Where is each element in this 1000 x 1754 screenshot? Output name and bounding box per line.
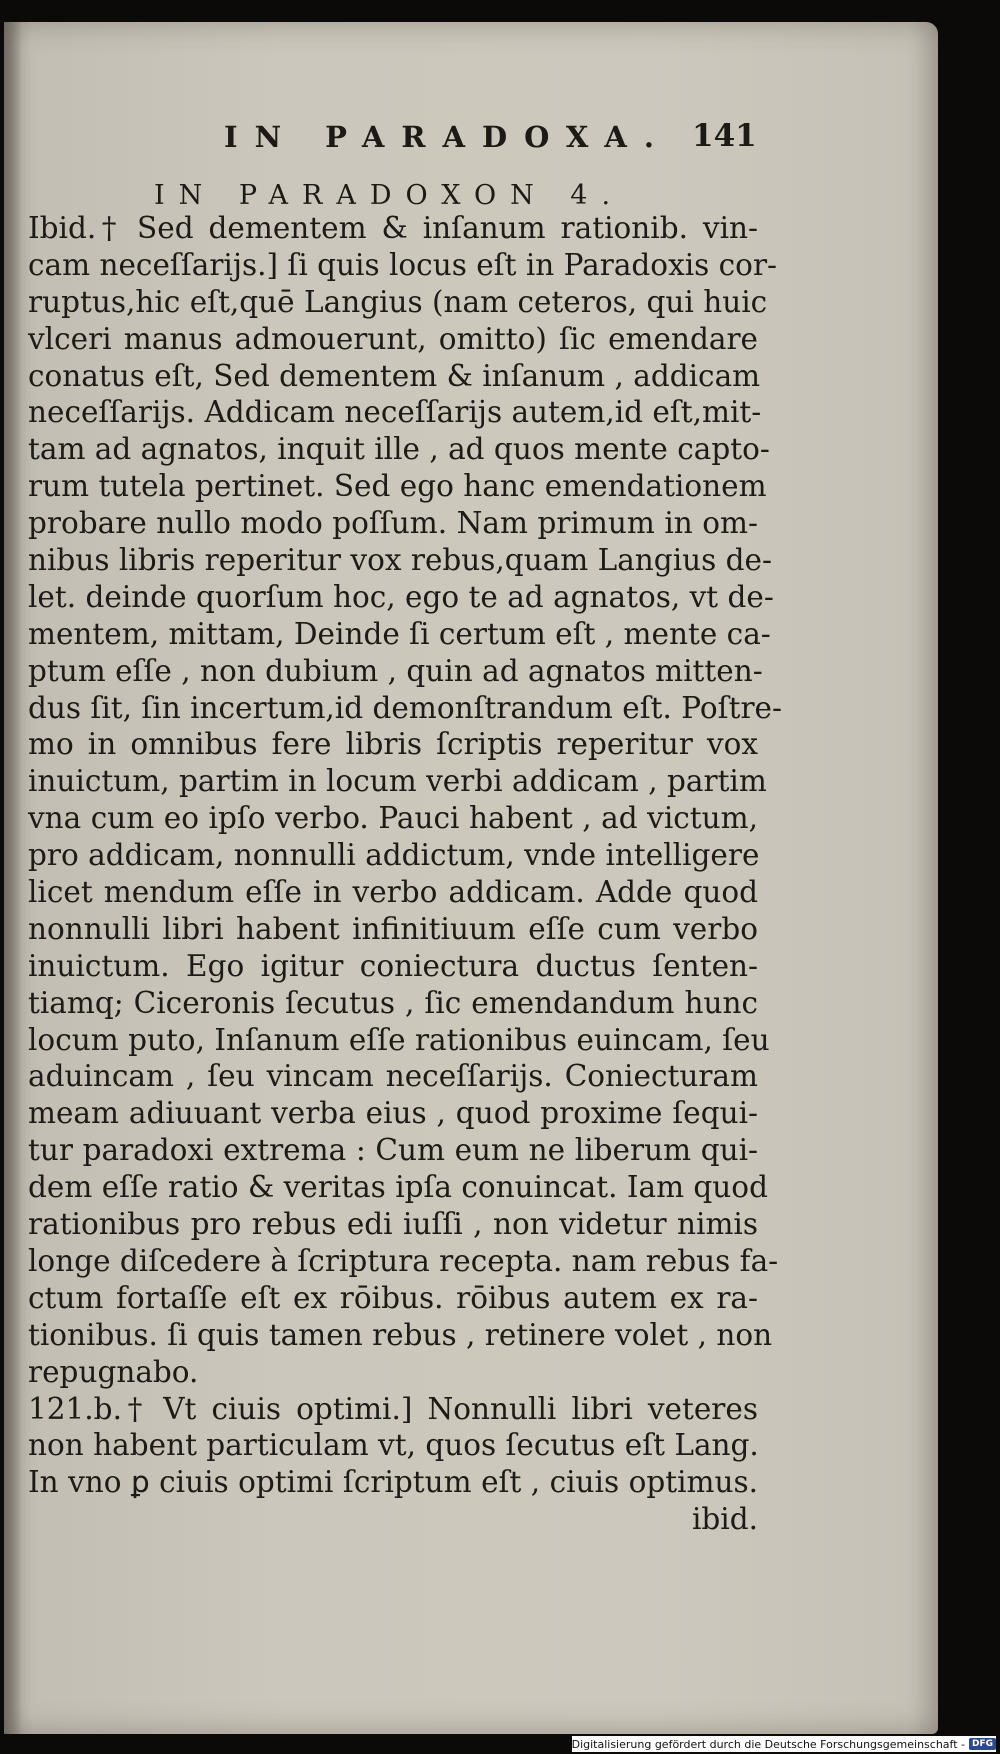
text-line: aduincam , ſeu vincam neceſſarijs. Coniecturam: [28, 1059, 758, 1094]
text-line: repugnabo.: [28, 1354, 199, 1389]
text-line: probare nullo modo poſſum. Nam primum in om-: [28, 506, 758, 541]
section-title: IN PARADOXON 4.: [154, 180, 625, 211]
text-line: let. deinde quorſum hoc, ego te ad agnatos, vt de-: [28, 579, 774, 614]
text-line: mentem, mittam, Deinde ſi certum eſt , mente ca-: [28, 616, 771, 651]
text-line: longe diſcedere à ſcriptura recepta. nam rebus fa-: [28, 1243, 779, 1278]
text-line: conatus eſt, Sed dementem & inſanum , addicam: [28, 358, 761, 393]
text-line: In vno ꝑ ciuis optimi ſcriptum eſt , ciuis optimus.: [28, 1465, 758, 1500]
text-line: non habent particulam vt, quos ſecutus eſt Lang.: [28, 1428, 759, 1463]
text-line: nibus libris reperitur vox rebus,quam Langius de-: [28, 543, 772, 578]
text-line: mo in omnibus fere libris ſcriptis reperitur vox: [28, 727, 758, 762]
book-page: [4, 22, 938, 1734]
catchword: ibid.: [691, 1502, 758, 1537]
text-line: Ibid.† Sed dementem & inſanum rationib. vin-: [28, 211, 758, 245]
text-line: tionibus. ſi quis tamen rebus , retinere volet , non: [28, 1317, 773, 1352]
page-number: 141: [692, 118, 757, 154]
dfg-logo: DFG: [969, 1738, 996, 1750]
text-line: dem eſſe ratio & veritas ipſa conuincat. Iam quod: [28, 1170, 768, 1205]
text-line: rationibus pro rebus edi iuſſi , non videtur nimis: [28, 1207, 758, 1242]
text-line: tam ad agnatos, inquit ille , ad quos mente capto-: [28, 432, 770, 467]
text-line: tiamq; Ciceronis ſecutus , ſic emendandum hunc: [28, 985, 758, 1020]
text-line: tur paradoxi extrema : Cum eum ne liberum qui-: [28, 1133, 758, 1168]
text-line: ruptus,hic eſt,quē Langius (nam ceteros, qui huic: [28, 284, 768, 319]
text-line: pro addicam, nonnulli addictum, vnde intelligere: [28, 838, 760, 873]
text-line: rum tutela pertinet. Sed ego hanc emendationem: [28, 469, 767, 504]
text-line: meam adiuuant verba eius , quod proxime ſequi-: [28, 1096, 758, 1131]
text-line: cam neceſſarijs.] ſi quis locus eſt in Paradoxis cor-: [28, 247, 778, 282]
text-line: inuictum, partim in locum verbi addicam , partim: [28, 764, 767, 799]
text-line: vna cum eo ipſo verbo. Pauci habent , ad victum,: [28, 801, 758, 836]
text-line: vlceri manus admouerunt, omitto) ſic emendare: [28, 321, 758, 356]
text-line: ctum fortaſſe eſt ex rōibus. rōibus autem ex ra-: [28, 1280, 758, 1315]
body-text: [28, 210, 782, 1538]
text-line: licet mendum eſſe in verbo addicam. Adde quod: [28, 875, 758, 910]
running-head: [4, 120, 938, 160]
text-line: neceſſarijs. Addicam neceſſarijs autem,id eſt,mit-: [28, 395, 762, 430]
running-head-title: IN PARADOXA.: [224, 120, 671, 154]
credit-text: Digitalisierung gefördert durch die Deutsche Forschungsgemeinschaft -: [571, 1737, 965, 1751]
text-line: locum puto, Inſanum eſſe rationibus euincam, ſeu: [28, 1022, 770, 1057]
page-gutter-shadow: [4, 22, 22, 1734]
digitization-credit: [572, 1736, 996, 1752]
text-line: ptum eſſe , non dubium , quin ad agnatos mitten-: [28, 653, 763, 688]
text-line: nonnulli libri habent infinitiuum eſſe cum verbo: [28, 911, 758, 946]
text-line: inuictum. Ego igitur coniectura ductus ſenten-: [28, 948, 758, 983]
text-line: dus ſit, ſin incertum,id demonſtrandum eſt. Poſtre-: [28, 690, 782, 725]
text-line: 121.b.† Vt ciuis optimi.] Nonnulli libri veteres: [28, 1391, 758, 1426]
